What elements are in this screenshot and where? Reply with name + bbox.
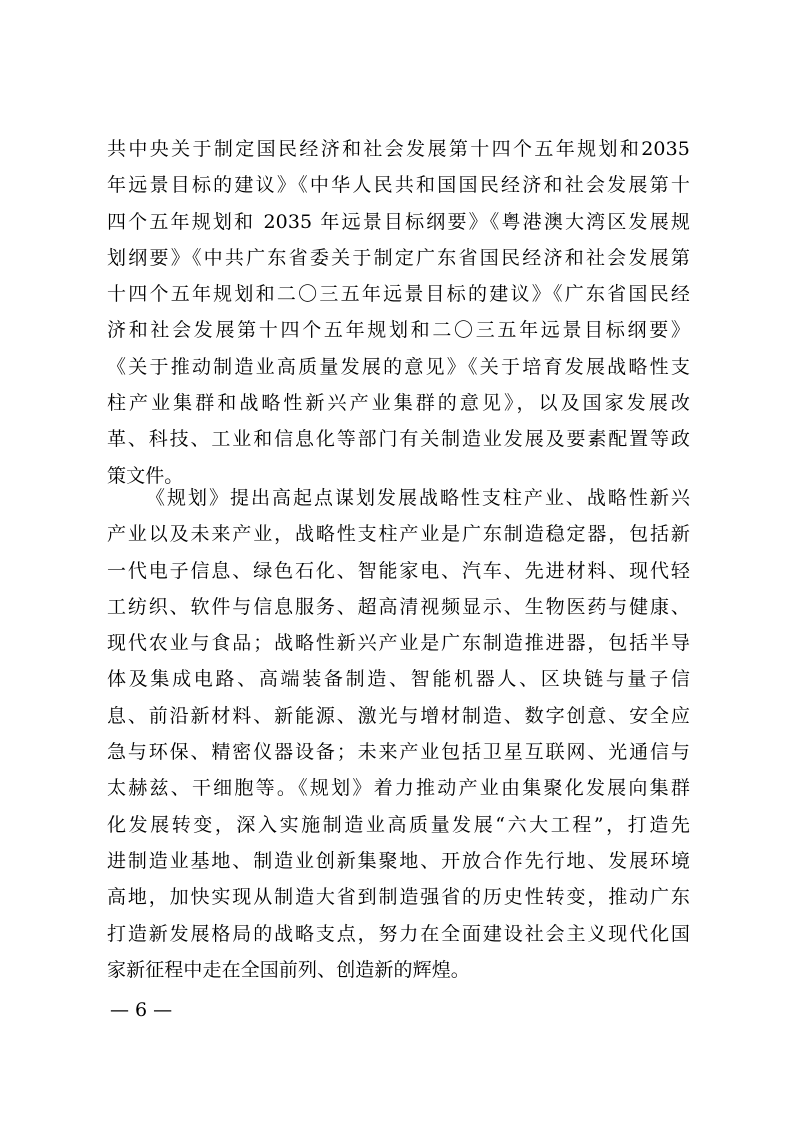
text-line: 太赫兹、干细胞等。《规划》着力推动产业由集聚化发展向集群 xyxy=(107,777,690,800)
page-number: — 6 — xyxy=(110,999,173,1021)
text-line: 高地，加快实现从制造大省到制造强省的历史性转变，推动广东 xyxy=(107,886,690,909)
text-line: 打造新发展格局的战略支点，努力在全面建设社会主义现代化国 xyxy=(107,922,690,945)
paragraph-plan-summary xyxy=(107,480,690,988)
text-line: 进制造业基地、制造业创新集聚地、开放合作先行地、发展环境 xyxy=(107,849,690,872)
text-line: 产业以及未来产业，战略性支柱产业是广东制造稳定器，包括新 xyxy=(107,523,690,546)
text-line: 现代农业与食品；战略性新兴产业是广东制造推进器，包括半导 xyxy=(107,632,690,655)
text-line: 四个五年规划和 2035 年远景目标纲要》《粤港澳大湾区发展规 xyxy=(107,210,690,233)
text-line: 息、前沿新材料、新能源、激光与增材制造、数字创意、安全应 xyxy=(107,704,690,727)
text-line: 年远景目标的建议》《中华人民共和国国民经济和社会发展第十 xyxy=(107,174,690,197)
text-line: 策文件。 xyxy=(107,464,184,487)
text-line: 《关于推动制造业高质量发展的意见》《关于培育发展战略性支 xyxy=(107,355,690,378)
text-line: 划纲要》《中共广东省委关于制定广东省国民经济和社会发展第 xyxy=(107,246,690,269)
text-line: 柱产业集群和战略性新兴产业集群的意见》，以及国家发展改 xyxy=(107,392,690,415)
text-line: 工纺织、软件与信息服务、超高清视频显示、生物医药与健康、 xyxy=(107,595,690,618)
text-line: 革、科技、工业和信息化等部门有关制造业发展及要素配置等政 xyxy=(107,428,690,451)
text-line: 家新征程中走在全国前列、创造新的辉煌。 xyxy=(107,958,470,981)
text-line: 《规划》提出高起点谋划发展战略性支柱产业、战略性新兴 xyxy=(146,487,690,509)
text-line: 济和社会发展第十四个五年规划和二〇三五年远景目标纲要》 xyxy=(107,319,690,342)
paragraph-policy-basis xyxy=(107,131,690,494)
text-line: 体及集成电路、高端装备制造、智能机器人、区块链与量子信 xyxy=(107,668,690,691)
text-line: 急与环保、精密仪器设备；未来产业包括卫星互联网、光通信与 xyxy=(107,741,690,764)
text-line: 共中央关于制定国民经济和社会发展第十四个五年规划和2035 xyxy=(107,138,690,160)
text-line: 一代电子信息、绿色石化、智能家电、汽车、先进材料、现代轻 xyxy=(107,559,690,582)
text-line: 化发展转变，深入实施制造业高质量发展“六大工程”，打造先 xyxy=(107,813,690,836)
text-line: 十四个五年规划和二〇三五年远景目标的建议》《广东省国民经 xyxy=(107,283,690,306)
